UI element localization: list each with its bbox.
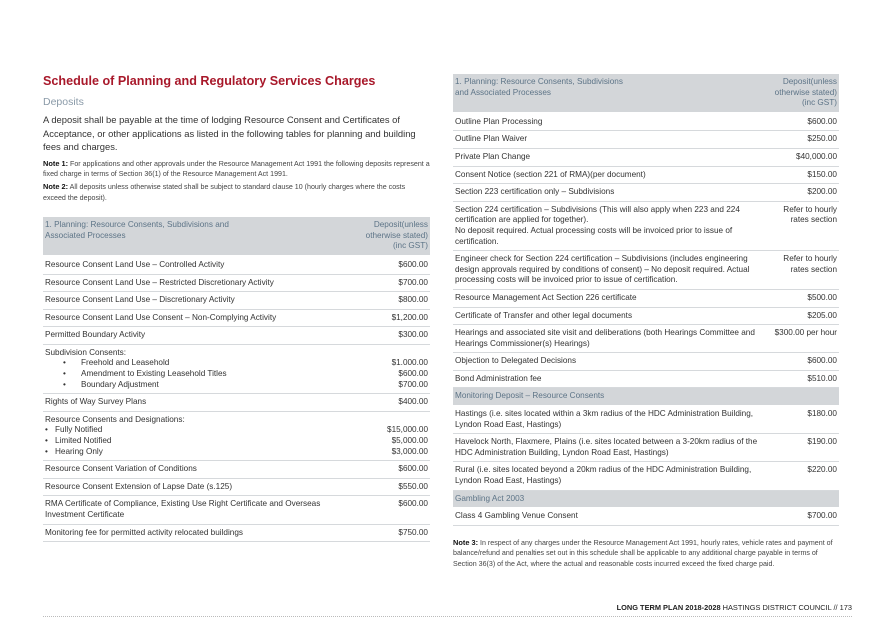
subdivision-list — [45, 358, 358, 390]
row-amount: $600.00 — [360, 461, 430, 479]
footer-divider — [43, 616, 852, 617]
row-amount: $700.00 — [360, 274, 430, 292]
row-amount: $700.00 — [769, 508, 839, 526]
row-description: Bond Administration fee — [453, 370, 769, 388]
row-amount: $250.00 — [769, 131, 839, 149]
row-description: Resource Management Act Section 226 certificate — [453, 289, 769, 307]
row-description: Rural (i.e. sites located beyond a 20km radius of the HDC Administration Building, Lyndon Road East, Hastings) — [453, 462, 769, 490]
page-footer — [617, 603, 852, 612]
list-amount: $5,000.00 — [391, 436, 428, 446]
row-description-line: No deposit required. Actual processing costs will be invoiced prior to issue of certification. — [455, 225, 733, 246]
row-amount: $600.00 — [360, 496, 430, 524]
row-description: Resource Consent Extension of Lapse Date (s.125) — [43, 478, 360, 496]
row-amount: $600.00 — [769, 353, 839, 371]
row-amount: $40,000.00 — [769, 148, 839, 166]
row-description: Permitted Boundary Activity — [43, 327, 360, 345]
row-amount: $500.00 — [769, 289, 839, 307]
row-amount: Refer to hourly rates section — [769, 251, 839, 290]
section-title: Gambling Act 2003 — [453, 490, 769, 508]
list-amount: $15,000.00 — [387, 425, 428, 435]
list-amount: $600.00 — [398, 369, 428, 379]
list-item: • Hearing Only — [45, 447, 358, 458]
row-amount: $180.00 — [769, 406, 839, 434]
table-row — [453, 148, 839, 166]
row-description: Resource Consent Land Use – Discretionary Activity — [43, 292, 360, 310]
row-amount: $200.00 — [769, 184, 839, 202]
note-2-label: Note 2: — [43, 182, 69, 192]
list-item: • Fully Notified — [45, 425, 358, 436]
right-charges-table — [453, 74, 839, 526]
list-amount: $1.000.00 — [391, 358, 428, 368]
table-row — [453, 113, 839, 131]
table-row — [453, 508, 839, 526]
right-column — [453, 74, 839, 569]
designations-list — [45, 425, 358, 457]
row-description: RMA Certificate of Compliance, Existing Use Right Certificate and Overseas Investment Certificate — [43, 496, 360, 524]
section-title: Monitoring Deposit – Resource Consents — [453, 388, 769, 406]
table-row — [43, 256, 430, 274]
row-description: Consent Notice (section 221 of RMA)(per document) — [453, 166, 769, 184]
row-amount: $205.00 — [769, 307, 839, 325]
designations-label: Resource Consents and Designations: — [45, 414, 185, 424]
note-3 — [453, 538, 839, 569]
row-description: Section 223 certification only – Subdivisions — [453, 184, 769, 202]
list-item: • Freehold and Leasehold — [45, 358, 358, 369]
header-description: 1. Planning: Resource Consents, Subdivisions and Associated Processes — [43, 217, 360, 256]
list-amount: $3,000.00 — [391, 446, 428, 456]
table-row — [453, 462, 839, 490]
footer-council: HASTINGS DISTRICT COUNCIL // 173 — [720, 603, 852, 612]
table-row — [453, 131, 839, 149]
row-amount: $220.00 — [769, 462, 839, 490]
header-deposit: Deposit(unless otherwise stated) (inc GST) — [360, 217, 430, 256]
list-item: • Boundary Adjustment — [45, 380, 358, 391]
row-description-line: Section 224 certification – Subdivisions (This will also apply when 223 and 224 certification are applied for together). — [455, 204, 740, 225]
table-row — [43, 292, 430, 310]
table-row — [43, 496, 430, 524]
note-2-text: All deposits unless otherwise stated shall be subject to standard clause 10 (hourly charges where the costs exceed the deposit). — [43, 183, 406, 202]
row-description: Outline Plan Waiver — [453, 131, 769, 149]
subdivision-description — [43, 344, 360, 393]
header-deposit: Deposit(unless otherwise stated) (inc GST) — [769, 74, 839, 113]
row-amount: $750.00 — [360, 524, 430, 542]
section-spacer — [769, 388, 839, 406]
table-row — [43, 461, 430, 479]
row-amount: Refer to hourly rates section — [769, 201, 839, 250]
header-description: 1. Planning: Resource Consents, Subdivisions and Associated Processes — [453, 74, 769, 113]
row-description: Resource Consent Variation of Conditions — [43, 461, 360, 479]
row-description: Hearings and associated site visit and deliberations (both Hearings Committee and Hearings Commissioner(s) Hearings) — [453, 325, 769, 353]
row-amount: $1,200.00 — [360, 309, 430, 327]
table-row — [453, 166, 839, 184]
row-amount: $510.00 — [769, 370, 839, 388]
table-row — [453, 184, 839, 202]
row-description: Resource Consent Land Use – Restricted Discretionary Activity — [43, 274, 360, 292]
section-header-monitoring — [453, 388, 839, 406]
row-description: Certificate of Transfer and other legal documents — [453, 307, 769, 325]
row-amount: $190.00 — [769, 434, 839, 462]
table-row — [453, 406, 839, 434]
left-charges-table — [43, 217, 430, 542]
row-amount: $300.00 — [360, 327, 430, 345]
row-description: Havelock North, Flaxmere, Plains (i.e. sites located between a 3-20km radius of the HDC Administration Building, Lyndon Road East, Hastings) — [453, 434, 769, 462]
row-description: Outline Plan Processing — [453, 113, 769, 131]
table-row — [43, 524, 430, 542]
row-amount: $800.00 — [360, 292, 430, 310]
table-row — [453, 201, 839, 250]
table-row — [453, 434, 839, 462]
table-row — [453, 251, 839, 290]
table-row — [43, 309, 430, 327]
table-row — [43, 478, 430, 496]
note-1-text: For applications and other approvals under the Resource Management Act 1991 the following deposits represent a fixed charge in terms of Section 36(1) of the Resource Management Act 1991. — [43, 159, 430, 178]
table-row — [453, 353, 839, 371]
row-amount: $600.00 — [360, 256, 430, 274]
deposits-heading: Deposits — [43, 96, 84, 108]
note-3-label: Note 3: — [453, 537, 479, 547]
section-header-gambling — [453, 490, 839, 508]
list-amount: $700.00 — [398, 379, 428, 389]
row-description: Objection to Delegated Decisions — [453, 353, 769, 371]
note-3-text: In respect of any charges under the Resource Management Act 1991, hourly rates, vehicle rates and payment of balance/refund and penalties set out in this schedule shall be applicable to any additional charge payable in terms of Section 36(3) of the Act, where the actual and reasonable costs incurred exceed the fixed charge paid. — [453, 538, 833, 568]
row-amount: $550.00 — [360, 478, 430, 496]
list-item: • Limited Notified — [45, 436, 358, 447]
left-column — [43, 74, 430, 542]
table-header-row — [43, 217, 430, 256]
row-amount: $300.00 per hour — [769, 325, 839, 353]
row-description: Monitoring fee for permitted activity relocated buildings — [43, 524, 360, 542]
list-item: • Amendment to Existing Leasehold Titles — [45, 369, 358, 380]
table-row — [453, 370, 839, 388]
row-description — [453, 201, 769, 250]
row-description: Private Plan Change — [453, 148, 769, 166]
note-1 — [43, 159, 430, 180]
page-title: Schedule of Planning and Regulatory Services Charges — [43, 74, 376, 88]
designations-description — [43, 411, 360, 460]
row-description: Hastings (i.e. sites located within a 3km radius of the HDC Administration Building, Lyndon Road East, Hastings) — [453, 406, 769, 434]
subdivision-amounts — [360, 344, 430, 393]
table-header-row — [453, 74, 839, 113]
row-description: Class 4 Gambling Venue Consent — [453, 508, 769, 526]
table-row — [43, 327, 430, 345]
row-amount: $400.00 — [360, 394, 430, 412]
row-description: Resource Consent Land Use Consent – Non-Complying Activity — [43, 309, 360, 327]
row-amount: $600.00 — [769, 113, 839, 131]
designations-row — [43, 411, 430, 460]
note-2 — [43, 182, 430, 203]
row-amount: $150.00 — [769, 166, 839, 184]
table-row — [453, 307, 839, 325]
subdivision-row — [43, 344, 430, 393]
intro-paragraph: A deposit shall be payable at the time of lodging Resource Consent and Certificates of Acceptance, or other applications as listed in the following tables for planning and building fees and charges. — [43, 114, 416, 152]
row-description: Engineer check for Section 224 certification – Subdivisions (includes engineering design approvals required by conditions of consent) – No deposit required. Actual processing costs will be invoiced prior to issue of certification. — [453, 251, 769, 290]
row-description: Rights of Way Survey Plans — [43, 394, 360, 412]
row-description: Resource Consent Land Use – Controlled Activity — [43, 256, 360, 274]
table-row — [43, 274, 430, 292]
footer-plan: LONG TERM PLAN 2018-2028 — [616, 603, 721, 612]
designations-amounts — [360, 411, 430, 460]
section-spacer — [769, 490, 839, 508]
subdivision-label: Subdivision Consents: — [45, 347, 127, 357]
table-row — [43, 394, 430, 412]
table-row — [453, 289, 839, 307]
note-1-label: Note 1: — [43, 158, 69, 168]
table-row — [453, 325, 839, 353]
